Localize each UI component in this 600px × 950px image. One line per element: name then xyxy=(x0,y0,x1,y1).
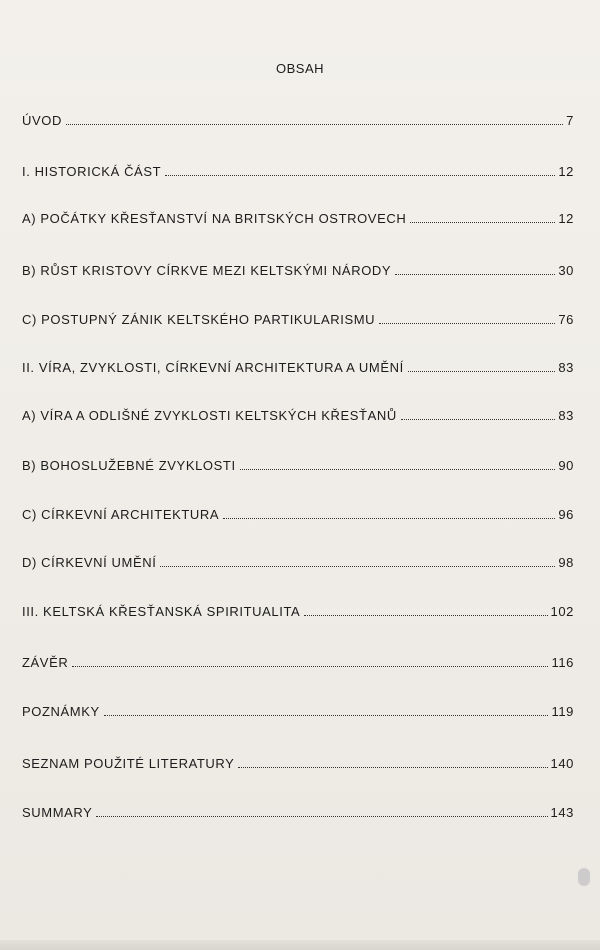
dot-leader xyxy=(96,815,547,817)
toc-entry-label: A) POČÁTKY KŘESŤANSTVÍ NA BRITSKÝCH OSTROVECH xyxy=(22,211,407,226)
toc-entry xyxy=(22,652,574,670)
dot-leader xyxy=(160,565,555,567)
dot-leader xyxy=(408,370,556,372)
toc-entry-page: 7 xyxy=(566,113,574,128)
dot-leader xyxy=(401,418,555,420)
toc-entry-page: 12 xyxy=(558,211,574,226)
toc-entry-label: POZNÁMKY xyxy=(22,704,100,719)
toc-entry xyxy=(22,504,574,522)
toc-entry-label: D) CÍRKEVNÍ UMĚNÍ xyxy=(22,555,157,570)
toc-entry xyxy=(22,701,574,719)
toc-entry-label: C) CÍRKEVNÍ ARCHITEKTURA xyxy=(22,507,220,522)
dot-leader xyxy=(66,123,563,125)
toc-entry-page: 119 xyxy=(551,704,574,719)
dot-leader xyxy=(240,468,556,470)
dot-leader xyxy=(379,322,555,324)
toc-entry-page: 102 xyxy=(550,604,574,619)
toc-entry-page: 96 xyxy=(558,507,574,522)
toc-entry xyxy=(22,161,574,179)
toc-entry-label: B) BOHOSLUŽEBNÉ ZVYKLOSTI xyxy=(22,458,236,473)
toc-entry xyxy=(22,110,574,128)
toc-entry-page: 140 xyxy=(550,756,574,771)
toc-entry xyxy=(22,357,574,375)
toc-entry-page: 76 xyxy=(558,312,574,327)
toc-entry-label: I. HISTORICKÁ ČÁST xyxy=(22,164,162,179)
toc-entry xyxy=(22,208,574,226)
dot-leader xyxy=(304,614,547,616)
toc-entry xyxy=(22,601,574,619)
toc-entry-label: ÚVOD xyxy=(22,113,62,128)
dot-leader xyxy=(410,221,555,223)
toc-entry xyxy=(22,802,574,820)
toc-entry-label: II. VÍRA, ZVYKLOSTI, CÍRKEVNÍ ARCHITEKTURA A UMĚNÍ xyxy=(22,360,404,375)
toc-entry xyxy=(22,753,574,771)
toc-entry-label: ZÁVĚR xyxy=(22,655,69,670)
toc-entry-label: SEZNAM POUŽITÉ LITERATURY xyxy=(22,756,235,771)
toc-entry xyxy=(22,455,574,473)
toc-entry-label: B) RŮST KRISTOVY CÍRKVE MEZI KELTSKÝMI NÁRODY xyxy=(22,263,392,278)
toc-entry xyxy=(22,405,574,423)
toc-entry-page: 143 xyxy=(550,805,574,820)
page-title: OBSAH xyxy=(275,61,324,76)
toc-entry-label: C) POSTUPNÝ ZÁNIK KELTSKÉHO PARTIKULARISMU xyxy=(22,312,376,327)
page-bottom-edge xyxy=(0,940,600,950)
toc-entry-page: 116 xyxy=(551,655,574,670)
dot-leader xyxy=(165,174,555,176)
toc-entry xyxy=(22,309,574,327)
toc-entry-label: A) VÍRA A ODLIŠNÉ ZVYKLOSTI KELTSKÝCH KŘESŤANŮ xyxy=(22,408,397,423)
dot-leader xyxy=(238,766,547,768)
toc-entry-page: 83 xyxy=(558,360,574,375)
toc-entry-page: 98 xyxy=(558,555,574,570)
toc-entry xyxy=(22,260,574,278)
toc-entry-label: SUMMARY xyxy=(22,805,93,820)
dot-leader xyxy=(223,517,555,519)
toc-entry-page: 12 xyxy=(558,164,574,179)
toc-entry-page: 83 xyxy=(558,408,574,423)
toc-entry-page: 30 xyxy=(558,263,574,278)
toc-entry-page: 90 xyxy=(558,458,574,473)
dot-leader xyxy=(395,273,555,275)
toc-entry xyxy=(22,552,574,570)
toc-entry-label: III. KELTSKÁ KŘESŤANSKÁ SPIRITUALITA xyxy=(22,604,301,619)
dot-leader xyxy=(72,665,548,667)
page-corner-mark xyxy=(578,868,590,886)
dot-leader xyxy=(104,714,549,716)
